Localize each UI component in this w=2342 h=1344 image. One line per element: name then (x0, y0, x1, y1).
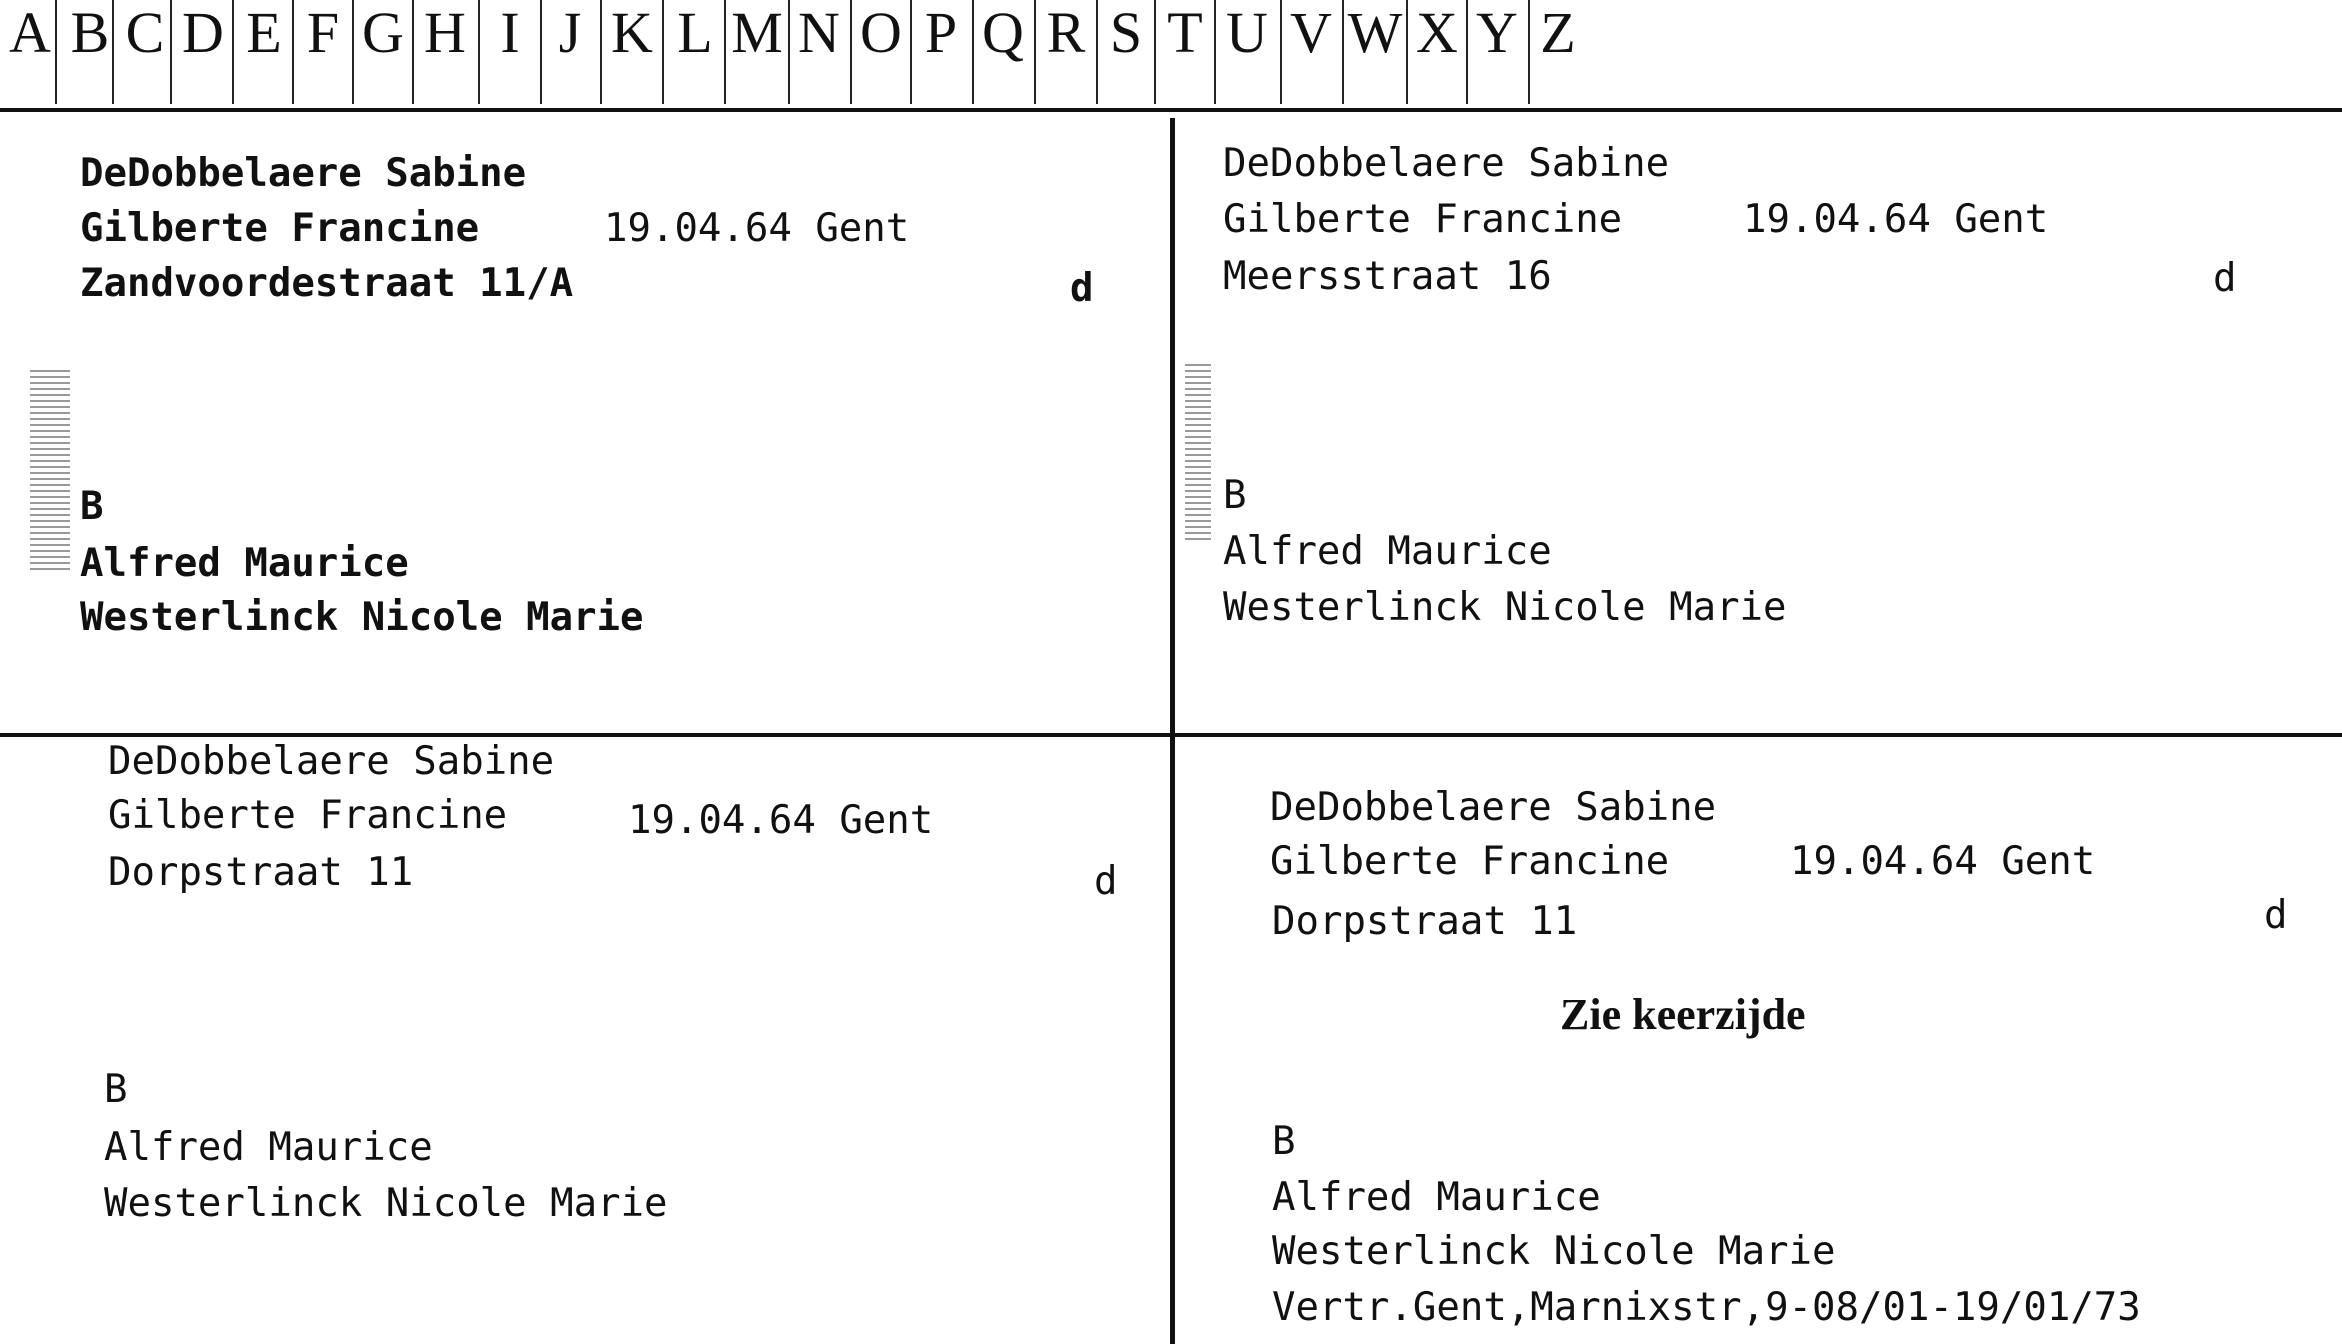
index-letter-x: X (1416, 0, 1458, 65)
index-letter-s: S (1109, 0, 1143, 65)
index-letter-m: M (731, 0, 783, 65)
card-surname: DeDobbelaere Sabine (1270, 785, 1717, 830)
card-birth: 19.04.64 Gent (1790, 839, 2096, 884)
index-letter-y: Y (1476, 0, 1518, 65)
card-father: Alfred Maurice (1272, 1175, 1601, 1220)
card-given-names: Gilberte Francine (1223, 197, 1623, 242)
card-given-names: Gilberte Francine (108, 793, 508, 838)
card-address: Dorpstraat 11 (1272, 899, 1578, 944)
see-reverse-stamp: Zie keerzijde (1560, 990, 1806, 1039)
index-letter-w: W (1347, 0, 1403, 65)
card-flag: d (1094, 859, 1118, 904)
card-address: Meersstraat 16 (1223, 254, 1552, 299)
card-birth: 19.04.64 Gent (628, 798, 934, 843)
index-letter-r: R (1046, 0, 1086, 65)
index-letter-k: K (611, 0, 653, 65)
card-surname: DeDobbelaere Sabine (108, 739, 555, 784)
index-letter-l: L (677, 0, 713, 65)
card-surname: DeDobbelaere Sabine (1223, 141, 1670, 186)
card-mother: Westerlinck Nicole Marie (80, 595, 644, 640)
vertical-divider (1170, 118, 1175, 1344)
index-letter-q: Q (982, 0, 1024, 65)
card-birth: 19.04.64 Gent (1743, 197, 2049, 242)
card-flag: d (1070, 266, 1094, 311)
card-flag: d (2213, 256, 2237, 301)
index-letter-z: Z (1540, 0, 1576, 65)
card-mark: B (1272, 1119, 1296, 1164)
card-surname: DeDobbelaere Sabine (80, 151, 527, 196)
card-birth: 19.04.64 Gent (604, 206, 910, 251)
index-letter-t: T (1167, 0, 1203, 65)
card-given-names: Gilberte Francine (1270, 839, 1670, 884)
card-address: Zandvoordestraat 11/A (80, 261, 574, 306)
ink-smudge (1185, 360, 1211, 540)
index-letter-n: N (798, 0, 840, 65)
index-letter-f: F (306, 0, 340, 65)
card-given-names: Gilberte Francine (80, 206, 480, 251)
card-mother: Westerlinck Nicole Marie (104, 1181, 668, 1226)
index-letter-i: I (500, 0, 520, 65)
card-mark: B (104, 1067, 128, 1112)
index-letter-d: D (182, 0, 224, 65)
card-mother: Westerlinck Nicole Marie (1223, 585, 1787, 630)
index-letter-p: P (924, 0, 958, 65)
card-departure-note: Vertr.Gent,Marnixstr,9-08/01-19/01/73 (1272, 1285, 2141, 1330)
index-letter-h: H (424, 0, 466, 65)
index-letter-e: E (246, 0, 282, 65)
index-letter-g: G (362, 0, 404, 65)
index-letter-j: J (558, 0, 582, 65)
card-father: Alfred Maurice (104, 1125, 433, 1170)
card-father: Alfred Maurice (1223, 529, 1552, 574)
card-father: Alfred Maurice (80, 541, 409, 586)
index-letter-u: U (1226, 0, 1268, 65)
index-letter-v: V (1290, 0, 1332, 65)
card-flag: d (2264, 893, 2288, 938)
index-letter-o: O (860, 0, 902, 65)
index-letter-a: A (9, 0, 51, 65)
index-letter-b: B (70, 0, 110, 65)
card-mother: Westerlinck Nicole Marie (1272, 1229, 1836, 1274)
card-mark: B (1223, 473, 1247, 518)
card-address: Dorpstraat 11 (108, 850, 414, 895)
index-letter-c: C (125, 0, 165, 65)
ink-smudge (30, 370, 70, 570)
alphabet-index-header (0, 0, 2342, 112)
horizontal-divider (0, 733, 2342, 737)
card-mark: B (80, 484, 104, 529)
